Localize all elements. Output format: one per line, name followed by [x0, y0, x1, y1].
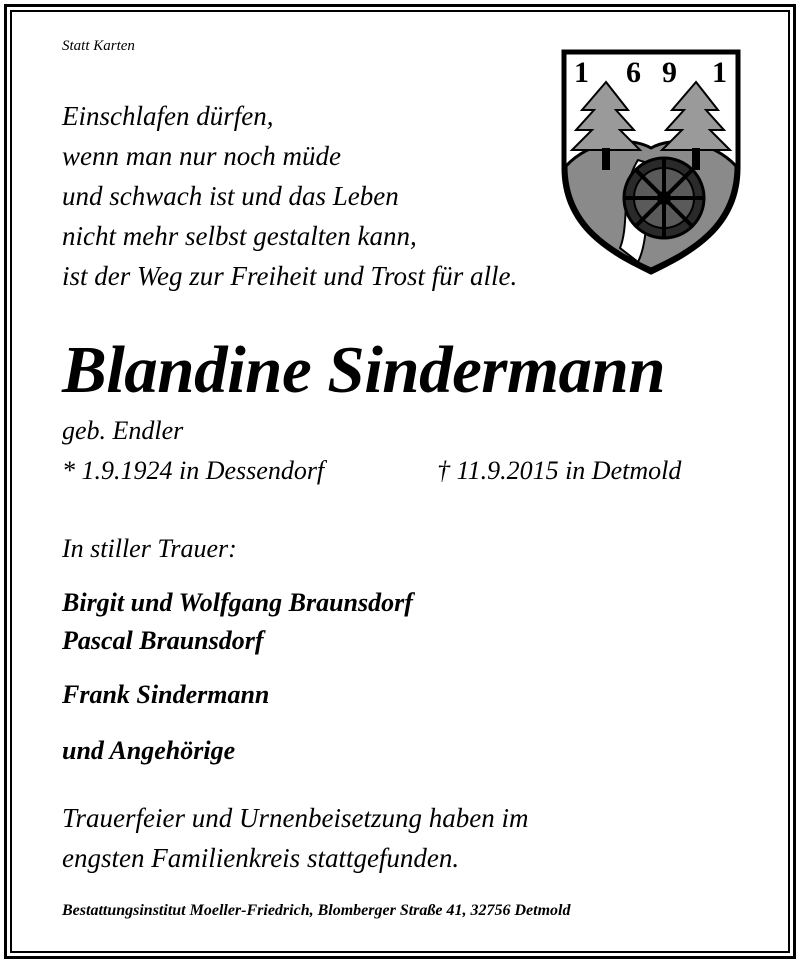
poem-line: Einschlafen dürfen,	[62, 101, 274, 131]
deceased-name: Blandine Sindermann	[62, 333, 666, 407]
crest-digit: 1	[574, 56, 589, 89]
service-line: engsten Familienkreis stattgefunden.	[62, 843, 460, 873]
header-statt-karten: Statt Karten	[62, 38, 135, 54]
birth-date: * 1.9.1924 in Dessendorf	[62, 456, 325, 485]
poem-line: nicht mehr selbst gestalten kann,	[62, 221, 417, 251]
poem-line: und schwach ist und das Leben	[62, 181, 399, 211]
coat-of-arms-icon	[560, 48, 742, 276]
crest-digit: 9	[662, 56, 677, 89]
mourning-intro: In stiller Trauer:	[62, 534, 237, 563]
crest-digit: 1	[712, 56, 727, 89]
service-line: Trauerfeier und Urnenbeisetzung haben im	[62, 803, 529, 833]
service-notice	[62, 798, 528, 878]
funeral-home-footer: Bestattungsinstitut Moeller-Friedrich, Blomberger Straße 41, 32756 Detmold	[62, 902, 571, 919]
mourner-line: Birgit und Wolfgang Braunsdorf	[62, 588, 413, 617]
death-date: † 11.9.2015 in Detmold	[437, 456, 682, 485]
mourner-line: und Angehörige	[62, 736, 236, 765]
poem	[62, 96, 517, 296]
poem-line: wenn man nur noch müde	[62, 141, 341, 171]
life-dates	[62, 456, 742, 486]
mourner-line: Frank Sindermann	[62, 680, 270, 709]
poem-line: ist der Weg zur Freiheit und Trost für alle.	[62, 261, 518, 291]
crest-digit: 6	[626, 56, 641, 89]
mourner-line: Pascal Braunsdorf	[62, 626, 264, 655]
maiden-name: geb. Endler	[62, 416, 184, 445]
water-wheel-icon	[624, 158, 704, 238]
